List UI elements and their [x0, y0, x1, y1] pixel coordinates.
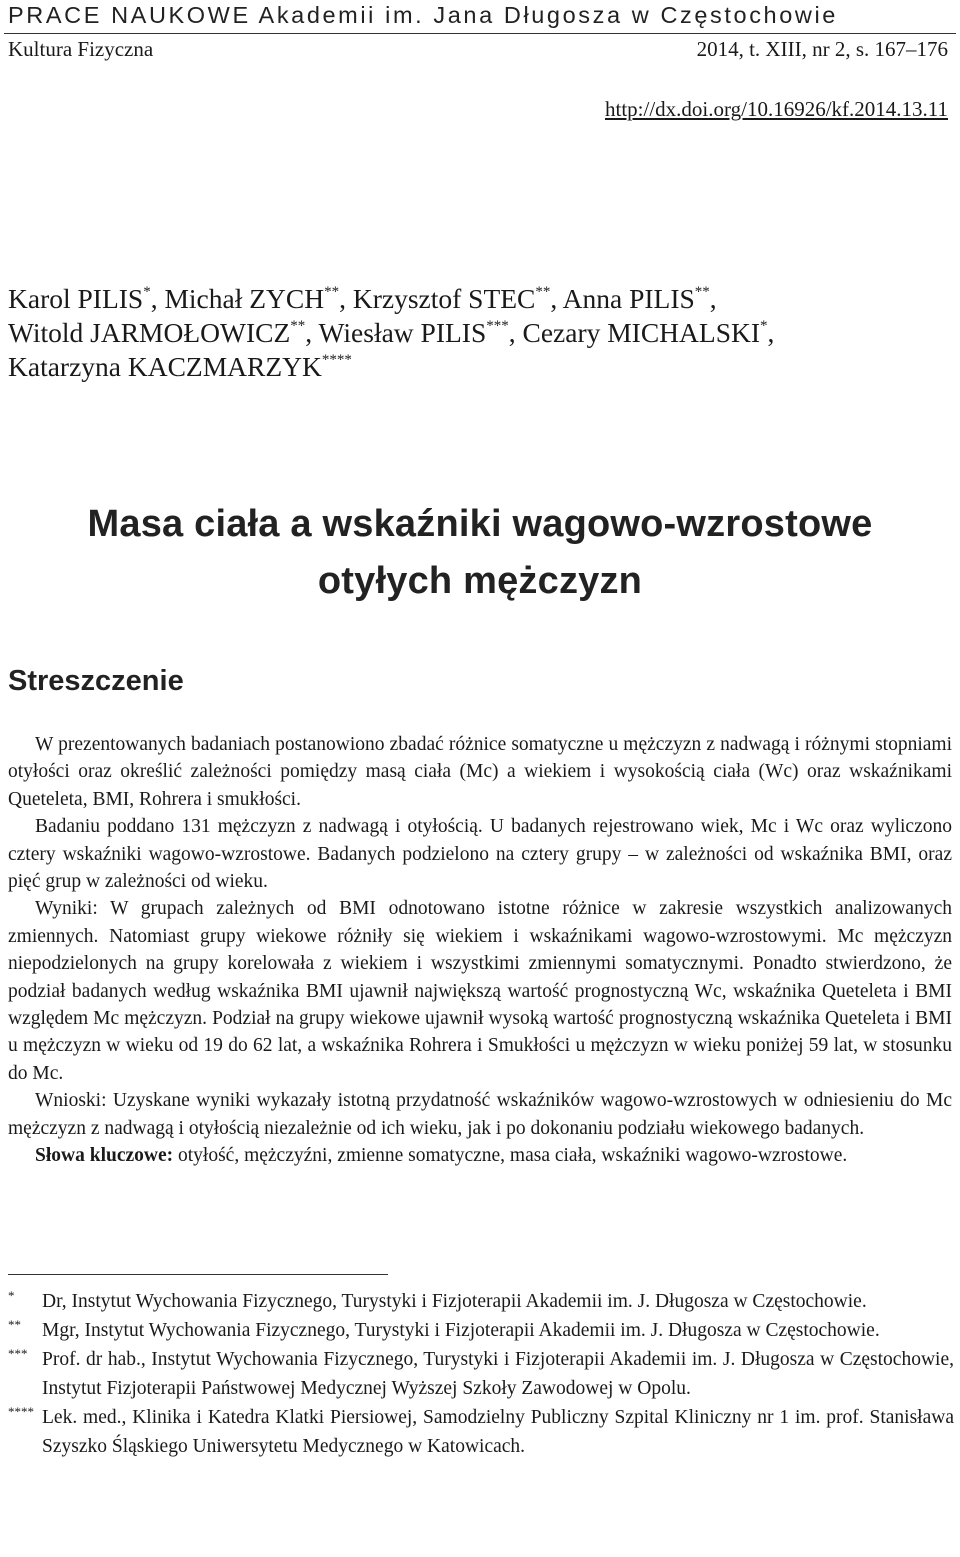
author-name: Cezary MICHALSKI	[522, 317, 761, 348]
author-name: Witold JARMOŁOWICZ	[8, 317, 291, 348]
abstract-paragraph: Badaniu poddano 131 mężczyzn z nadwagą i otyłością. U badanych rejestrowano wiek, Mc i Wc oraz wyliczono cztery wskaźniki wagowo-wzrostowe. Badanych podzielono na cztery grupy – w zależności od wskaźnika BMI, oraz pięć grup w zależności od wieku.	[8, 816, 952, 893]
abstract-body	[8, 731, 952, 1170]
paper-title	[0, 496, 960, 610]
keywords	[8, 1142, 952, 1169]
footnote-mark: ***	[8, 1346, 28, 1361]
journal-name: Kultura Fizyczna	[8, 37, 154, 61]
footnote	[8, 1345, 954, 1403]
affiliation-mark: **	[324, 284, 340, 300]
author-name: Anna PILIS	[562, 283, 695, 314]
footnote-mark: **	[8, 1317, 21, 1332]
header-rule	[4, 33, 956, 34]
author-name: Wiesław PILIS	[318, 317, 487, 348]
affiliation-mark: **	[535, 284, 551, 300]
footnote-text: Prof. dr hab., Instytut Wychowania Fizycznego, Turystyki i Fizjoterapii Akademii im. J. Długosza w Częstochowie, Instytut Fizjoterapii Państwowej Medycznej Wyższej Szkoły Zawodowej w Opolu.	[42, 1349, 954, 1399]
abstract-paragraph: W prezentowanych badaniach postanowiono zbadać różnice somatyczne u mężczyzn z nadwagą i różnymi stopniami otyłości oraz określić zależności pomiędzy masą ciała (Mc) a wiekiem i wysokością ciała (Wc) oraz wskaźnikami Queteleta, BMI, Rohrera i smukłości.	[8, 734, 952, 810]
issue-info: 2014, t. XIII, nr 2, s. 167–176	[696, 37, 948, 61]
abstract-heading: Streszczenie	[8, 665, 184, 697]
footnotes	[8, 1287, 954, 1461]
author-name: Michał ZYCH	[164, 283, 325, 314]
title-line: Masa ciała a wskaźniki wagowo-wzrostowe	[87, 503, 873, 545]
author-list: Karol PILIS*, Michał ZYCH**, Krzysztof STEC**, Anna PILIS**, Witold JARMOŁOWICZ**, Wiesław PILIS***, Cezary MICHALSKI*, Katarzyna KACZMARZYK****	[8, 283, 775, 382]
abstract-paragraph: Wyniki: W grupach zależnych od BMI odnotowano istotne różnice w zakresie wszystkich analizowanych zmiennych. Natomiast grupy wiekowe różniły się wiekiem i wskaźnikami wagowo-wzrostowymi. Mc mężczyzn niepodzielonych na grupy korelowała z wiekiem i wszystkimi zmiennymi somatycznymi. Ponadto stwierdzono, że podział badanych według wskaźnika BMI ujawnił największą wartość prognostyczną Wc, wskaźnika Queteleta i BMI względem Mc mężczyzn. Podział na grupy wiekowe ujawnił wysoką wartość prognostyczną wskaźnika Queteleta i BMI u mężczyzn w wieku od 19 do 62 lat, a wskaźnika Rohrera i Smukłości u mężczyzn w wieku poniżej 59 lat, w stosunku do Mc.	[8, 898, 952, 1084]
affiliation-mark: ***	[486, 318, 509, 334]
footnote	[8, 1287, 954, 1316]
keywords-label: Słowa kluczowe:	[35, 1145, 174, 1167]
footnote-rule	[8, 1274, 388, 1275]
author-name: Karol PILIS	[8, 283, 144, 314]
footnote-mark: *	[8, 1288, 15, 1303]
keywords-text: otyłość, mężczyźni, zmienne somatyczne, masa ciała, wskaźniki wagowo-wzrostowe.	[178, 1145, 848, 1167]
doi-link[interactable]: http://dx.doi.org/10.16926/kf.2014.13.11	[604, 97, 948, 121]
affiliation-mark: *	[760, 318, 768, 334]
abstract-paragraph: Wnioski: Uzyskane wyniki wykazały istotną przydatność wskaźników wagowo-wzrostowych w odniesieniu do Mc mężczyzn z nadwagą i otyłością niezależnie od ich wieku, jak i po dokonaniu podziału wiekowego badanych.	[8, 1090, 952, 1139]
footnote	[8, 1316, 954, 1345]
affiliation-mark: ****	[321, 352, 352, 368]
title-line: otyłych mężczyzn	[317, 560, 643, 602]
affiliation-mark: **	[694, 284, 710, 300]
footnote	[8, 1403, 954, 1461]
series-title: PRACE NAUKOWE Akademii im. Jana Długosza w Częstochowie	[8, 2, 838, 28]
author-name: Katarzyna KACZMARZYK	[8, 351, 322, 382]
author-name: Krzysztof STEC	[352, 283, 536, 314]
affiliation-mark: *	[143, 284, 151, 300]
affiliation-mark: **	[290, 318, 306, 334]
footnote-text: Lek. med., Klinika i Katedra Klatki Piersiowej, Samodzielny Publiczny Szpital Kliniczny nr 1 im. prof. Stanisława Szyszko Śląskiego Uniwersytetu Medycznego w Katowicach.	[42, 1407, 954, 1457]
footnote-text: Mgr, Instytut Wychowania Fizycznego, Turystyki i Fizjoterapii Akademii im. J. Długosza w Częstochowie.	[42, 1320, 880, 1341]
footnote-text: Dr, Instytut Wychowania Fizycznego, Turystyki i Fizjoterapii Akademii im. J. Długosza w Częstochowie.	[42, 1291, 867, 1312]
footnote-mark: ****	[8, 1404, 34, 1419]
